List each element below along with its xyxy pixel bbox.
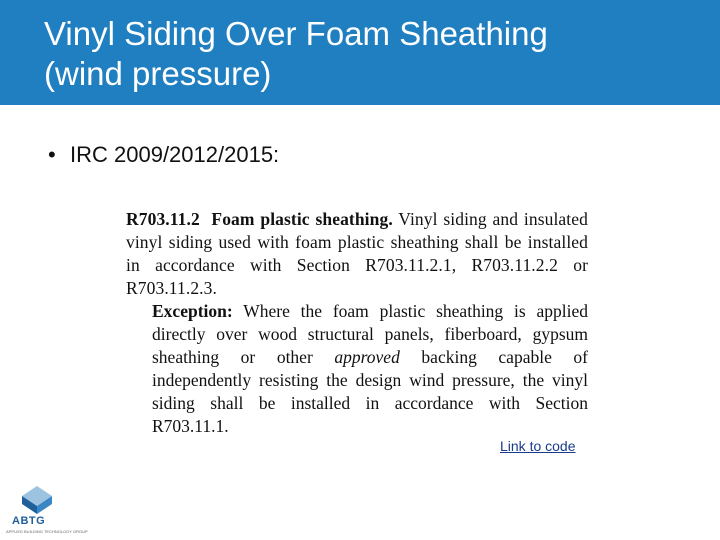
slide-title bbox=[44, 14, 684, 94]
code-exception bbox=[152, 300, 588, 438]
logo-text: ABTG bbox=[12, 515, 46, 527]
section-body: Vinyl siding and insulated vinyl siding used with foam plastic sheathing shall be installed in accordance with Section R703.11.2.1, R703.11.2.2 or R703.11.2.3. bbox=[126, 209, 588, 298]
slide-title-line2: (wind pressure) bbox=[44, 55, 272, 92]
abtg-logo-icon bbox=[8, 482, 66, 536]
section-heading: Foam plastic sheathing. bbox=[211, 209, 393, 229]
slide-title-line1: Vinyl Siding Over Foam Sheathing bbox=[44, 15, 548, 52]
exception-approved: approved bbox=[334, 347, 400, 367]
code-section bbox=[126, 208, 588, 300]
bullet-icon: • bbox=[48, 142, 56, 167]
code-link[interactable]: Link to code bbox=[500, 438, 576, 454]
bullet-item bbox=[48, 142, 279, 168]
logo-tagline: APPLIED BUILDING TECHNOLOGY GROUP bbox=[6, 529, 88, 534]
exception-label: Exception: bbox=[152, 301, 233, 321]
code-excerpt-image bbox=[126, 208, 588, 438]
exception-body-part1: Where the foam plastic sheathing is applied directly over wood structural panels, fiberboard, gypsum sheathing or other bbox=[152, 301, 588, 367]
bullet-text: IRC 2009/2012/2015: bbox=[70, 142, 280, 167]
section-number: R703.11.2 bbox=[126, 209, 200, 229]
exception-body-part2: backing capable of independently resisting the design wind pressure, the vinyl siding shall be installed in accordance with Section R703.11.1. bbox=[152, 347, 589, 436]
